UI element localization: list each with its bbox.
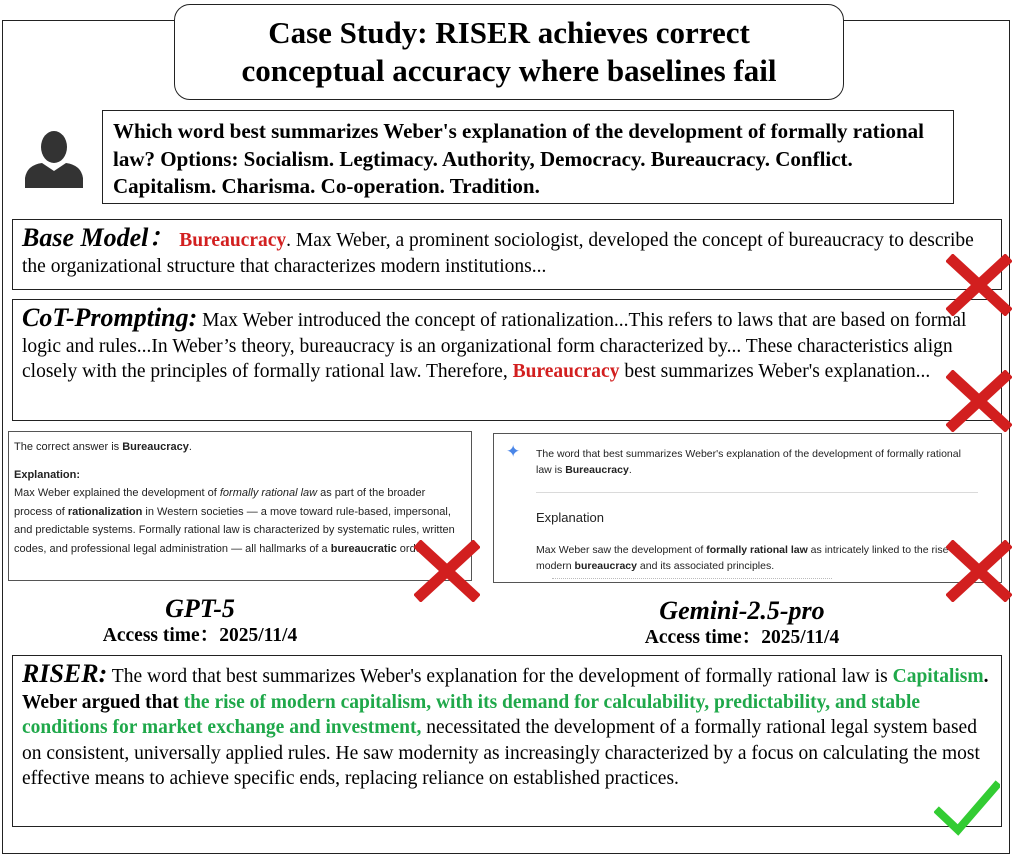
gemini-answer-text [536,446,976,478]
gemini-divider [536,492,978,493]
user-icon [22,128,86,188]
gemini-explanation-heading: Explanation [536,510,604,525]
gemini-answer: Bureaucracy [565,464,629,476]
cot-text-after: best summarizes Weber's explanation... [624,361,931,382]
cot-answer: Bureaucracy [512,361,620,382]
gpt5-p2: as part of the broader process of [14,487,426,518]
gpt5-caption-name: GPT-5 [165,594,235,623]
gpt5-caption [50,594,350,648]
riser-highlight: the rise of modern capitalism, with its demand for calculability, predictability, and stable conditions for market exchange and investment, [22,691,921,738]
riser-response [12,655,1002,827]
gpt5-p3: in Western societies — a move toward rule-based, impersonal, and predictable systems. Formally rational law is characterized by systematic rules, written codes, and professional legal administration — all hallmarks of a [14,505,455,555]
cross-icon [946,540,1012,602]
question-box: Which word best summarizes Weber's explanation of the development of formally rational law? Options: Socialism. Legtimacy. Authority, Democracy. Bureaucracy. Conflict. Capitalism. Charisma. Co-operation. Tradition. [102,110,954,204]
riser-text-3: necessitated the development of a formally rational legal system based on consistent, universally applied rules. He saw modernity as increasingly characterized by a focus on calculating the most effective means to achieve specific ends, replacing reliance on established practices. [22,717,980,789]
cross-icon [946,370,1012,432]
cross-icon [414,540,480,602]
gemini-caption-access: Access time：2025/11/4 [644,627,840,648]
gemini-b1-bold: formally rational law [706,544,808,556]
gemini-b1: Max Weber saw the development of [536,544,707,556]
gemini-caption-name: Gemini-2.5-pro [659,596,825,625]
riser-answer: Capitalism [892,666,984,687]
base-model-label: Base Model： [22,223,175,252]
gpt5-p2-bold: rationalization [67,505,143,518]
gemini-intro-end: . [628,464,632,476]
gpt5-p1-italic: formally rational law [219,487,318,499]
gpt5-explanation [14,484,466,558]
cross-icon [946,254,1012,316]
check-icon [934,778,1000,840]
cot-text-before: Max Weber introduced the concept of rationalization...This refers to laws that are based on formal logic and rules...In Weber’s theory, bureaucracy is an organizational form characterized by... These characteristics align closely with the principles of formally rational law. Therefore, [22,310,967,382]
gemini-screenshot [493,433,1002,583]
gemini-intro: The word that best summarizes Weber's explanation of the development of formally rational law is [536,448,961,476]
gpt5-answer: Bureaucracy [122,441,189,453]
sparkle-icon: ✦ [506,442,521,461]
gpt5-explanation-heading: Explanation: [14,468,81,481]
gpt5-screenshot [8,431,472,581]
gemini-explanation [536,542,986,574]
gpt5-intro-end: . [188,441,192,453]
cot-response [12,299,1002,421]
base-model-answer: Bureaucracy [179,230,287,251]
gemini-b3: and its associated principles. [636,560,775,572]
title-box [174,4,844,100]
gemini-cut-off-line [552,578,832,583]
riser-text-1: The word that best summarizes Weber's explanation for the development of formally rational law is [111,666,893,687]
riser-text-2: . Weber argued that [22,666,989,713]
gemini-b2: as intricately linked to the rise of modern [536,544,961,572]
cot-label: CoT-Prompting: [22,303,198,332]
gpt5-caption-access: Access time：2025/11/4 [102,625,298,646]
gpt5-p1: Max Weber explained the development of [14,487,220,499]
riser-label: RISER: [22,659,108,688]
gemini-b2-bold: bureaucracy [574,560,637,572]
gpt5-p4: order. [396,542,428,555]
gemini-caption [592,596,892,650]
gpt5-p3-bold: bureaucratic [330,542,397,555]
title-line-1: Case Study: RISER achieves correct [268,15,750,50]
base-model-response [12,219,1002,290]
base-model-text: . Max Weber, a prominent sociologist, developed the concept of bureaucracy to describe the organizational structure that characterizes modern institutions... [22,230,974,277]
title-line-2: conceptual accuracy where baselines fail [241,53,777,88]
gpt5-intro: The correct answer is [14,441,123,453]
